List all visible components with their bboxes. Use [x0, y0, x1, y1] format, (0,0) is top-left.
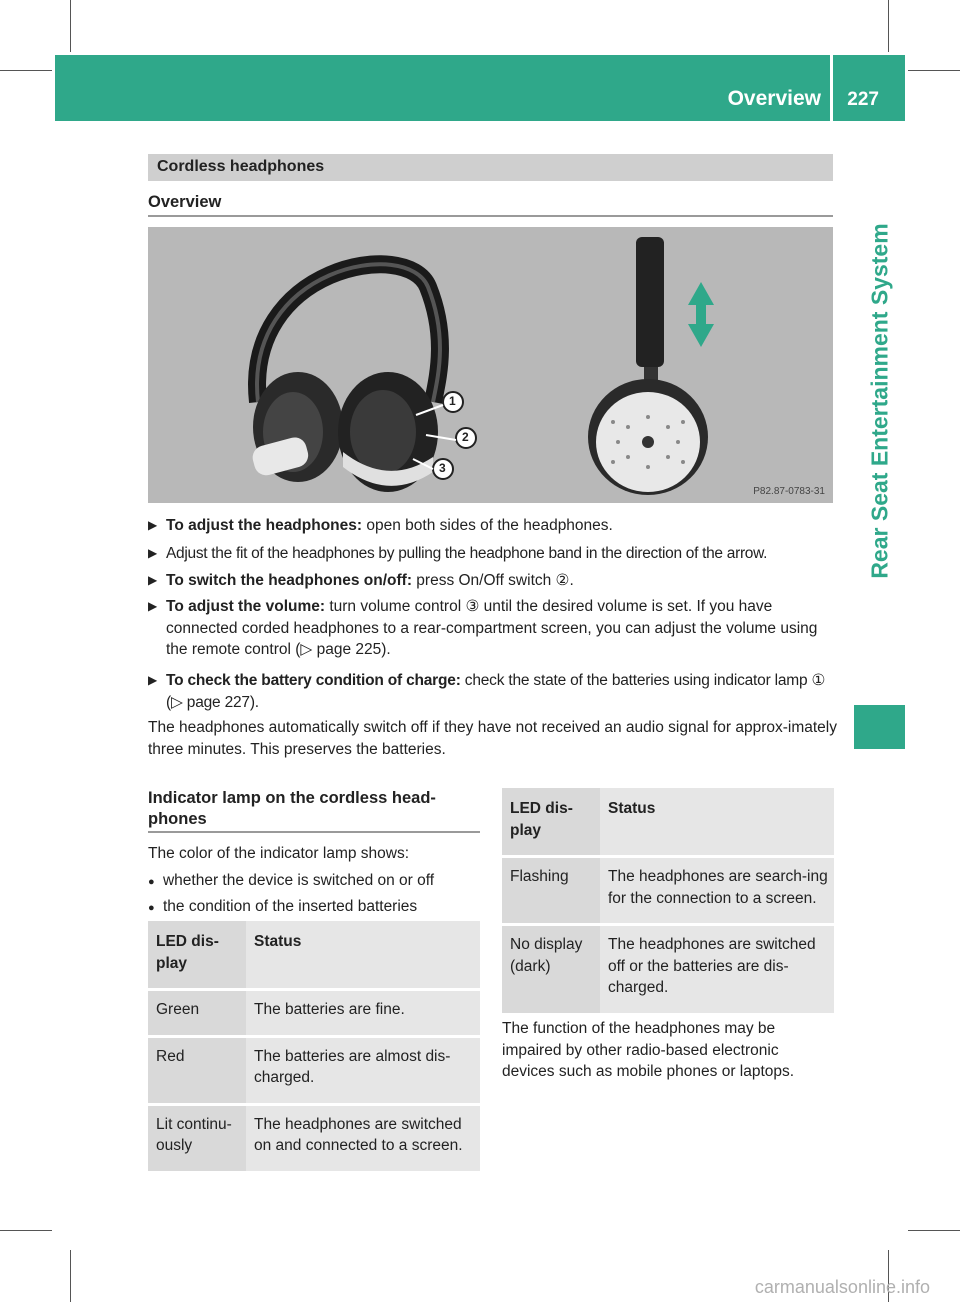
bullet-icon: ●: [148, 876, 155, 888]
chapter-side-tab: [854, 121, 905, 681]
table-cell: The batteries are almost dis-charged.: [246, 1036, 480, 1104]
table-cell: Green: [148, 990, 246, 1037]
table-row: [502, 857, 834, 925]
crop-mark: [888, 0, 889, 52]
crop-mark: [70, 1250, 71, 1302]
crop-mark: [0, 70, 52, 71]
table-cell: The headphones are search-ing for the connection to a screen.: [600, 857, 834, 925]
bullet-icon: ●: [148, 902, 155, 914]
table-cell: Red: [148, 1036, 246, 1104]
headphones-figure: [148, 227, 833, 503]
figure-code: P82.87-0783-31: [753, 486, 825, 497]
table-header-row: [148, 921, 480, 990]
table-row: [148, 1036, 480, 1104]
callout-1-label: 1: [449, 394, 456, 408]
heading-rule: [148, 831, 480, 833]
crop-mark: [0, 1230, 52, 1231]
section-title-bar: [148, 154, 833, 181]
crop-mark: [908, 70, 960, 71]
led-status-table-right: [502, 788, 834, 1016]
table-cell: The headphones are switched on and connected to a screen.: [246, 1104, 480, 1172]
table-cell: Lit continu-ously: [148, 1104, 246, 1172]
crop-mark: [70, 0, 71, 52]
step-arrow-icon: ▶: [148, 573, 158, 587]
table-cell: The headphones are switched off or the batteries are dis-charged.: [600, 925, 834, 1015]
chapter-label: Rear Seat Entertainment System: [866, 223, 892, 579]
table-row: [502, 925, 834, 1015]
crop-mark: [908, 1230, 960, 1231]
auto-off-paragraph: The headphones automatically switch off if they have not received an audio signal for approx-imately three minutes. This preserves the batteries.: [148, 719, 838, 758]
header-divider: [830, 55, 833, 121]
step-arrow-icon: ▶: [148, 546, 158, 560]
table-cell: Flashing: [502, 857, 600, 925]
heading-rule: [148, 215, 833, 217]
table-row: [148, 1104, 480, 1172]
step-arrow-icon: ▶: [148, 673, 158, 687]
page-number: 227: [847, 89, 879, 110]
table-header-row: [502, 788, 834, 857]
closing-paragraph: The function of the headphones may be impaired by other radio-based electronic devices such as mobile phones or laptops.: [502, 1020, 795, 1080]
table-header-cell: Status: [600, 788, 834, 857]
table-header-cell: LED dis-play: [148, 921, 246, 990]
step-arrow-icon: ▶: [148, 599, 158, 613]
callout-3-label: 3: [439, 461, 446, 475]
headphones-illustration: [148, 227, 833, 503]
led-status-table-left: [148, 921, 480, 1174]
list-item: ● the condition of the inserted batteries: [148, 898, 418, 915]
list-item: ● whether the device is switched on or off: [148, 872, 435, 889]
section-title: Cordless headphones: [157, 158, 325, 175]
indicator-heading: Indicator lamp on the cordless head-phones: [148, 789, 436, 828]
overview-heading: Overview: [148, 193, 222, 211]
page-header: [55, 55, 905, 121]
table-header-cell: Status: [246, 921, 480, 990]
table-cell: The batteries are fine.: [246, 990, 480, 1037]
indicator-intro: The color of the indicator lamp shows:: [148, 845, 410, 862]
table-row: [148, 990, 480, 1037]
callout-2-label: 2: [462, 430, 469, 444]
table-header-cell: LED dis-play: [502, 788, 600, 857]
header-title: Overview: [727, 87, 821, 110]
step-arrow-icon: ▶: [148, 518, 158, 532]
watermark: carmanualsonline.info: [754, 1277, 930, 1297]
table-cell: No display (dark): [502, 925, 600, 1015]
chapter-marker: [854, 705, 905, 749]
